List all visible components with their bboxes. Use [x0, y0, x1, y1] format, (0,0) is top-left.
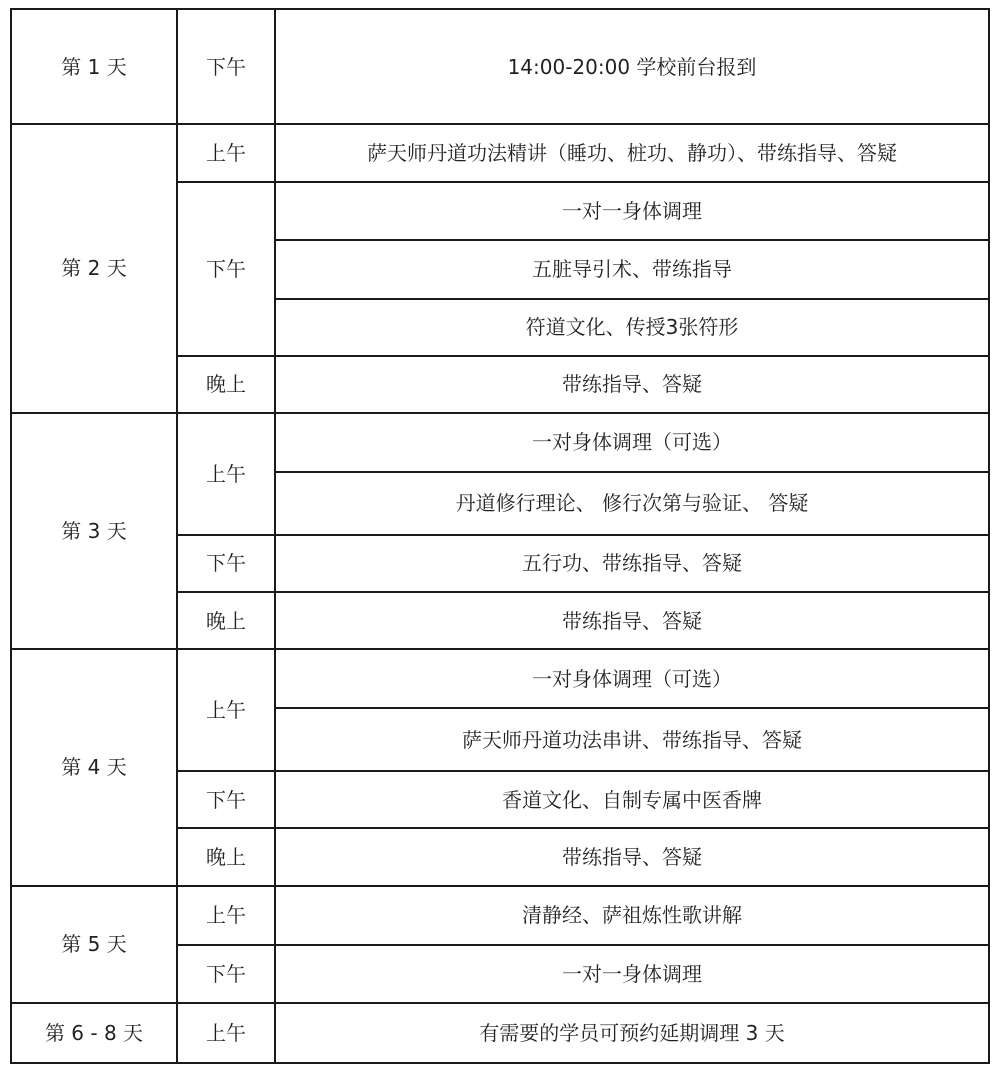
table-row: [11, 9, 989, 124]
period-label: 下午: [177, 9, 275, 124]
activity-cell: 一对一身体调理: [275, 182, 989, 240]
activity-cell: 五行功、带练指导、答疑: [275, 535, 989, 592]
day-label: 第 3 天: [11, 413, 177, 649]
period-label: 晚上: [177, 828, 275, 885]
period-label: 下午: [177, 535, 275, 592]
table-row: [11, 413, 989, 472]
activity-cell: 14:00-20:00 学校前台报到: [275, 9, 989, 124]
day-label: 第 1 天: [11, 9, 177, 124]
activity-cell: 带练指导、答疑: [275, 356, 989, 413]
activity-cell: 萨天师丹道功法精讲（睡功、桩功、静功）、带练指导、答疑: [275, 124, 989, 182]
period-label: 上午: [177, 1003, 275, 1063]
activity-cell: 一对身体调理（可选）: [275, 413, 989, 472]
period-label: 下午: [177, 771, 275, 828]
table-row: [11, 124, 989, 182]
table-row: [11, 886, 989, 945]
period-label: 晚上: [177, 592, 275, 649]
table-row: [11, 1003, 989, 1063]
activity-cell: 一对身体调理（可选）: [275, 649, 989, 708]
activity-cell: 清静经、萨祖炼性歌讲解: [275, 886, 989, 945]
table-row: [11, 649, 989, 708]
activity-cell: 丹道修行理论、 修行次第与验证、 答疑: [275, 472, 989, 535]
activity-cell: 符道文化、传授3张符形: [275, 299, 989, 356]
activity-cell: 带练指导、答疑: [275, 828, 989, 885]
activity-cell: 带练指导、答疑: [275, 592, 989, 649]
period-label: 上午: [177, 886, 275, 945]
period-label: 晚上: [177, 356, 275, 413]
activity-cell: 有需要的学员可预约延期调理 3 天: [275, 1003, 989, 1063]
day-label: 第 4 天: [11, 649, 177, 885]
activity-cell: 萨天师丹道功法串讲、带练指导、答疑: [275, 708, 989, 771]
period-label: 上午: [177, 413, 275, 535]
day-label: 第 2 天: [11, 124, 177, 413]
day-label: 第 6 - 8 天: [11, 1003, 177, 1063]
activity-cell: 一对一身体调理: [275, 945, 989, 1003]
period-label: 上午: [177, 124, 275, 182]
period-label: 上午: [177, 649, 275, 771]
day-label: 第 5 天: [11, 886, 177, 1003]
period-label: 下午: [177, 182, 275, 355]
period-label: 下午: [177, 945, 275, 1003]
schedule-table: [10, 8, 990, 1064]
activity-cell: 五脏导引术、带练指导: [275, 240, 989, 298]
activity-cell: 香道文化、自制专属中医香牌: [275, 771, 989, 828]
